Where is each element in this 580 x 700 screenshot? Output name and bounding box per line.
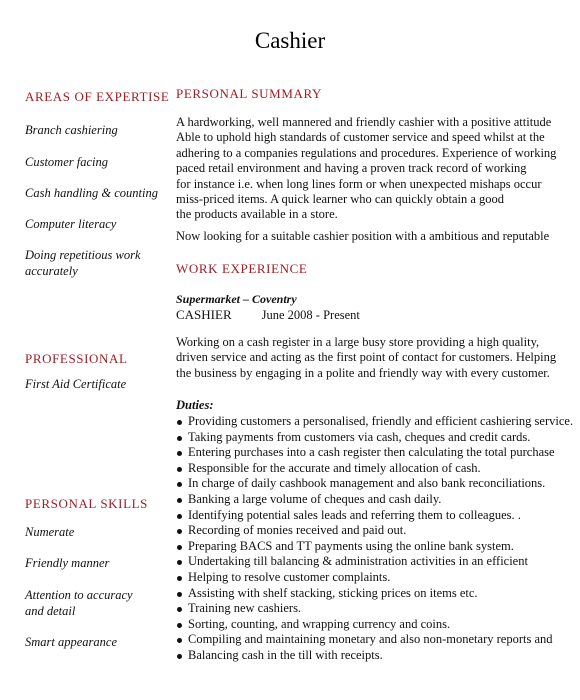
- summary-looking: Now looking for a suitable cashier position with a ambitious and reputable: [176, 229, 550, 243]
- duty-item: Recording of monies received and paid out.: [176, 523, 566, 539]
- skills-item: Smart appearance: [25, 635, 117, 649]
- duties-list: [176, 414, 574, 664]
- summary-line: the products available in a store.: [176, 207, 338, 222]
- job-description: [176, 335, 566, 381]
- description-line: Working on a cash register in a large busy store providing a high quality,: [176, 335, 540, 349]
- job-line: [176, 307, 566, 323]
- duty-item: Compiling and maintaining monetary and also non-monetary reports and: [176, 632, 566, 648]
- summary-line: Able to uphold high standards of customer service and speed whilst at the: [176, 130, 545, 145]
- resume-title: Cashier: [254, 28, 326, 53]
- expertise-heading: AREAS OF EXPERTISE: [25, 89, 170, 104]
- duty-item: Preparing BACS and TT payments using the online bank system.: [176, 539, 566, 555]
- description-line: the business by engaging in a polite and friendly way with every customer.: [176, 365, 550, 380]
- expertise-item: Doing repetitious work accurately: [25, 248, 141, 278]
- duty-item: Training new cashiers.: [176, 601, 566, 617]
- summary-paragraph: [176, 115, 566, 223]
- summary-line: adhering to a companies regulations and procedures. Experience of working: [176, 145, 557, 160]
- expertise-item: Cash handling & counting: [25, 186, 158, 200]
- expertise-item: Customer facing: [25, 155, 108, 169]
- job-dates: June 2008 - Present: [261, 308, 360, 322]
- duty-item: Undertaking till balancing & administration activities in an efficient: [176, 554, 566, 570]
- summary-line: A hardworking, well mannered and friendly cashier with a positive attitude: [176, 115, 552, 129]
- professional-heading: PROFESSIONAL: [25, 351, 128, 366]
- professional-item: First Aid Certificate: [25, 377, 127, 391]
- summary-line: for instance i.e. when long lines form or when unexpected mishaps occur: [176, 176, 542, 191]
- summary-line: miss-priced items. A quick learner who can quickly obtain a good: [176, 192, 505, 207]
- duty-item: Responsible for the accurate and timely allocation of cash.: [176, 461, 566, 477]
- description-line: driven service and acting as the first point of contact for customers. Helping: [176, 350, 557, 365]
- skills-item: Numerate: [25, 525, 75, 539]
- duty-item: Helping to resolve customer complaints.: [176, 570, 566, 586]
- duty-item: Banking a large volume of cheques and cash daily.: [176, 492, 566, 508]
- expertise-item: Computer literacy: [25, 217, 117, 231]
- duty-item: Taking payments from customers via cash, cheques and credit cards.: [176, 430, 566, 446]
- duty-item: Balancing cash in the till with receipts.: [176, 648, 566, 664]
- duties-label: Duties:: [176, 398, 214, 412]
- employer-name: Supermarket – Coventry: [176, 292, 297, 306]
- work-heading: WORK EXPERIENCE: [176, 261, 308, 276]
- summary-line: paced retail environment and having a proven track record of working: [176, 161, 527, 176]
- duty-item: In charge of daily cashbook management and also bank reconciliations.: [176, 476, 566, 492]
- duty-item: Identifying potential sales leads and referring them to colleagues. .: [176, 508, 566, 524]
- summary-heading: PERSONAL SUMMARY: [176, 86, 323, 101]
- skills-heading: PERSONAL SKILLS: [25, 496, 149, 511]
- duty-item: Providing customers a personalised, friendly and efficient cashiering service.: [176, 414, 566, 430]
- duty-item: Assisting with shelf stacking, sticking prices on items etc.: [176, 586, 566, 602]
- duty-item: Sorting, counting, and wrapping currency and coins.: [176, 617, 566, 633]
- expertise-item: Branch cashiering: [25, 123, 118, 137]
- skills-item: Friendly manner: [25, 556, 110, 570]
- duty-item: Entering purchases into a cash register then calculating the total purchase: [176, 445, 566, 461]
- job-position: CASHIER: [176, 307, 232, 322]
- skills-item: Attention to accuracy and detail: [25, 588, 133, 618]
